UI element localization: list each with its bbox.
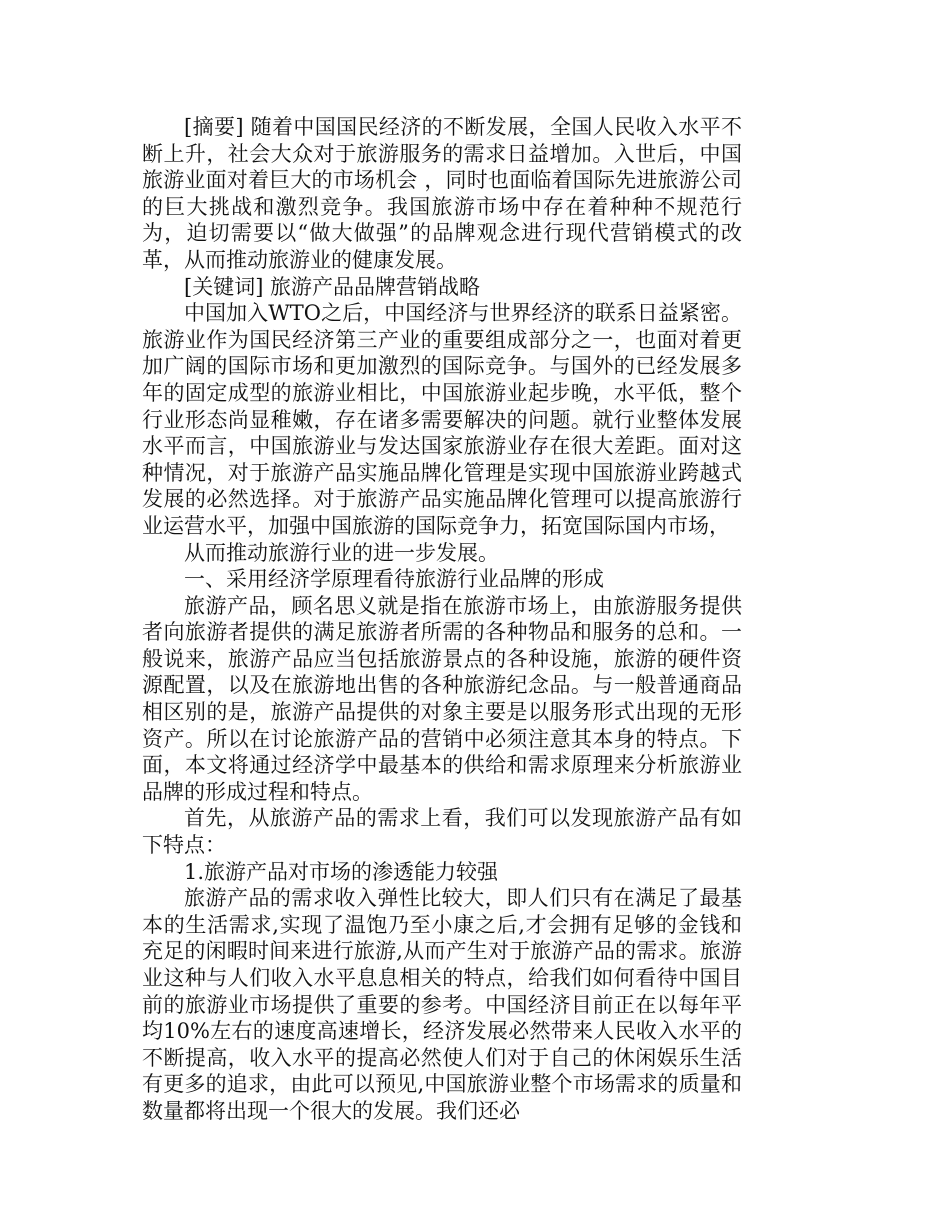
body-paragraph: 从而推动旅游行业的进一步发展。: [184, 540, 499, 565]
body-paragraph: 旅游产品，顾名思义就是指在旅游市场上，由旅游服务提供者向旅游者提供的满足旅游者所需的各种物品和服务的总和。一般说来，旅游产品应当包括旅游景点的各种设施，旅游的硬件资源配置，以及在旅游地出售的各种旅游纪念品。与一般普通商品相区别的是，旅游产品提供的对象主要是以服务形式出现的无形资产。所以在讨论旅游产品的营销中必须注意其本身的特点。下面，本文将通过经济学中最基本的供给和需求原理来分析旅游业品牌的形成过程和特点。: [142, 593, 742, 804]
abstract-paragraph: [摘要] 随着中国国民经济的不断发展，全国人民收入水平不断上升，社会大众对于旅游服务的需求日益增加。入世后，中国旅游业面对着巨大的市场机会 ，同时也面临着国际先进旅游公司的巨大挑战和激烈竞争。我国旅游市场中存在着种种不规范行为，迫切需要以“做大做强”的品牌观念进行现代营销模式的改革，从而推动旅游业的健康发展。: [142, 115, 742, 272]
body-paragraph: 中国加入WTO之后，中国经济与世界经济的联系日益紧密。旅游业作为国民经济第三产业的重要组成部分之一，也面对着更加广阔的国际市场和更加激烈的国际竞争。与国外的已经发展多年的固定成型的旅游业相比，中国旅游业起步晚，水平低，整个行业形态尚显稚嫩，存在诸多需要解决的问题。就行业整体发展水平而言，中国旅游业与发达国家旅游业存在很大差距。面对这种情况，对于旅游产品实施品牌化管理是实现中国旅游业跨越式发展的必然选择。对于旅游产品实施品牌化管理可以提高旅游行业运营水平，加强中国旅游的国际竞争力，拓宽国际国内市场，: [142, 301, 742, 538]
section-heading: 一、采用经济学原理看待旅游行业品牌的形成: [184, 567, 604, 592]
body-paragraph: 首先，从旅游产品的需求上看，我们可以发现旅游产品有如下特点：: [142, 806, 742, 858]
body-paragraph: 旅游产品的需求收入弹性比较大，即人们只有在满足了最基本的生活需求,实现了温饱乃至小康之后,才会拥有足够的金钱和充足的闲暇时间来进行旅游,从而产生对于旅游产品的需求。旅游业这种与人们收入水平息息相关的特点，给我们如何看待中国目前的旅游业市场提供了重要的参考。中国经济目前正在以每年平均10%左右的速度高速增长，经济发展必然带来人民收入水平的不断提高，收入水平的提高必然使人们对于自己的休闲娱乐生活有更多的追求，由此可以预见,中国旅游业整个市场需求的质量和数量都将出现一个很大的发展。我们还必: [142, 886, 742, 1123]
document-body: [142, 114, 742, 1125]
subsection-heading: 1.旅游产品对市场的渗透能力较强: [184, 859, 499, 884]
keywords-paragraph: [关键词] 旅游产品品牌营销战略: [184, 274, 481, 299]
